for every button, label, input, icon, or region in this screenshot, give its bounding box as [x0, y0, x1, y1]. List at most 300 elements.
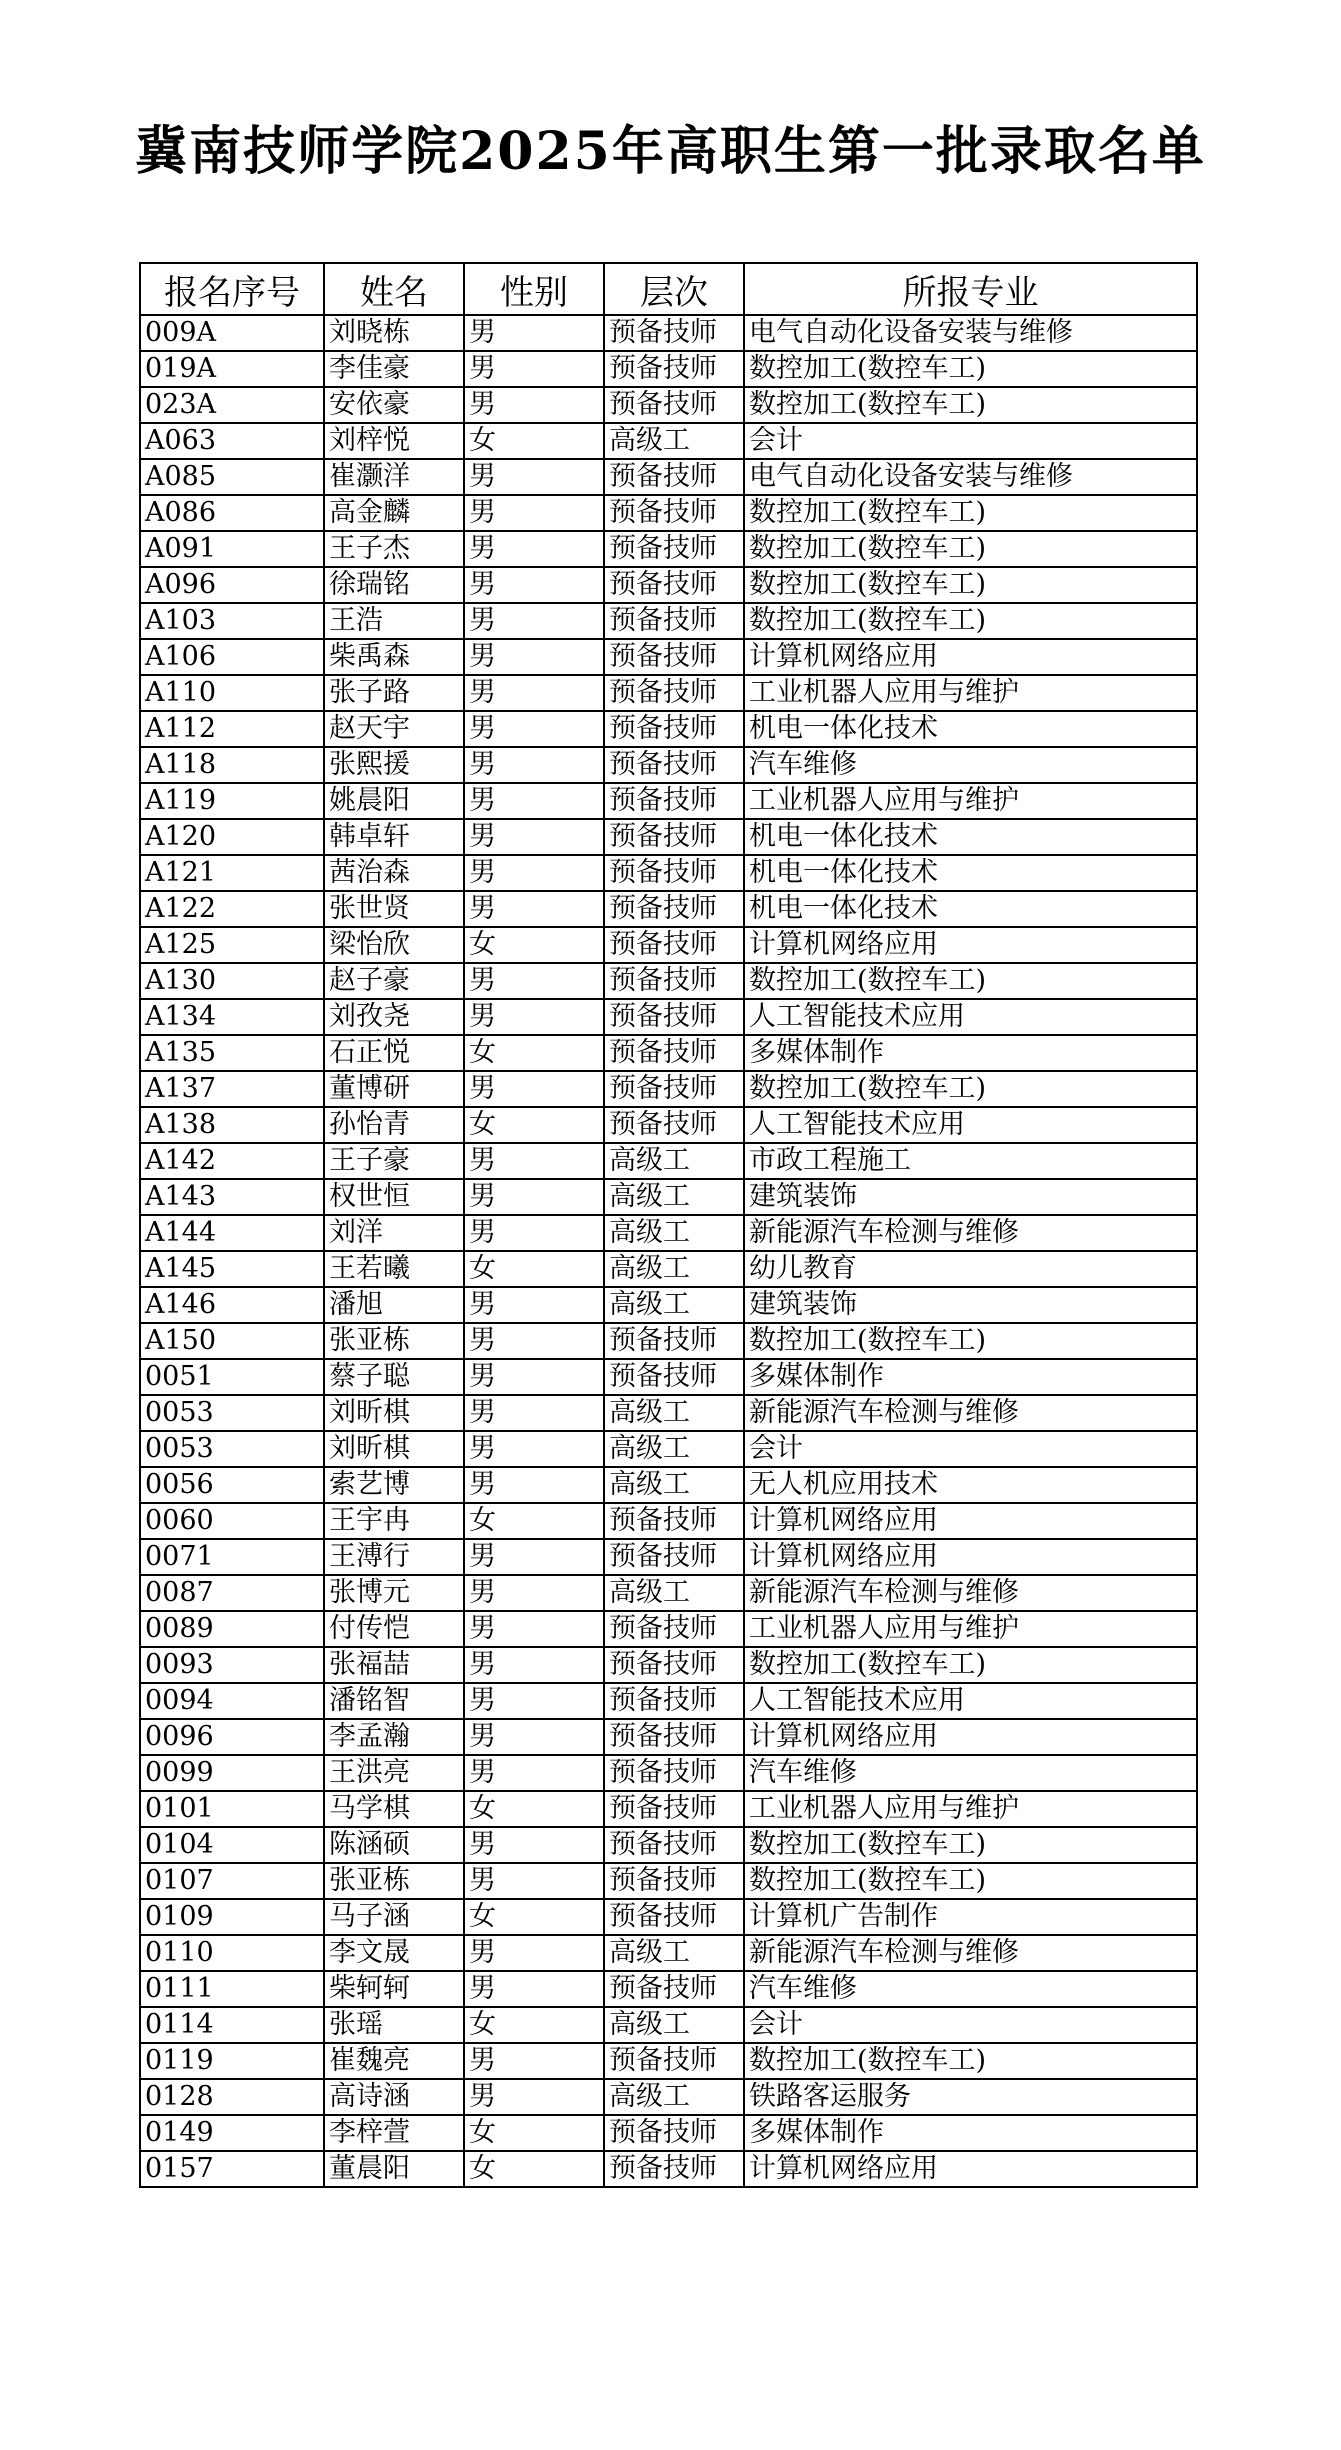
cell-major: 人工智能技术应用 [744, 1107, 1197, 1143]
cell-level: 预备技师 [604, 1611, 744, 1647]
cell-major: 多媒体制作 [744, 2115, 1197, 2151]
table-row [140, 1899, 1197, 1935]
cell-gender: 女 [464, 1791, 604, 1827]
cell-level: 预备技师 [604, 927, 744, 963]
cell-gender: 男 [464, 1431, 604, 1467]
cell-level: 高级工 [604, 1431, 744, 1467]
cell-name: 安依豪 [324, 387, 464, 423]
cell-registration-number: A122 [140, 891, 324, 927]
cell-level: 预备技师 [604, 1719, 744, 1755]
table-row [140, 1827, 1197, 1863]
cell-gender: 男 [464, 351, 604, 387]
cell-registration-number: 023A [140, 387, 324, 423]
cell-level: 高级工 [604, 2079, 744, 2115]
cell-level: 预备技师 [604, 1863, 744, 1899]
cell-gender: 男 [464, 1143, 604, 1179]
cell-level: 预备技师 [604, 639, 744, 675]
cell-level: 预备技师 [604, 2151, 744, 2187]
cell-registration-number: A110 [140, 675, 324, 711]
cell-name: 张子路 [324, 675, 464, 711]
cell-name: 蔡子聪 [324, 1359, 464, 1395]
cell-name: 刘晓栋 [324, 315, 464, 351]
cell-registration-number: 0056 [140, 1467, 324, 1503]
cell-registration-number: A142 [140, 1143, 324, 1179]
cell-gender: 女 [464, 1503, 604, 1539]
cell-major: 多媒体制作 [744, 1359, 1197, 1395]
cell-level: 预备技师 [604, 1035, 744, 1071]
cell-name: 高金麟 [324, 495, 464, 531]
cell-name: 王子杰 [324, 531, 464, 567]
cell-registration-number: A130 [140, 963, 324, 999]
cell-major: 建筑装饰 [744, 1287, 1197, 1323]
cell-name: 高诗涵 [324, 2079, 464, 2115]
page-title: 冀南技师学院2025年高职生第一批录取名单 [135, 121, 1206, 182]
table-row [140, 675, 1197, 711]
cell-level: 预备技师 [604, 2043, 744, 2079]
cell-major: 计算机网络应用 [744, 1503, 1197, 1539]
cell-major: 计算机网络应用 [744, 1539, 1197, 1575]
cell-registration-number: A135 [140, 1035, 324, 1071]
table-row [140, 1647, 1197, 1683]
cell-level: 高级工 [604, 1935, 744, 1971]
cell-registration-number: 019A [140, 351, 324, 387]
table-row [140, 1935, 1197, 1971]
cell-major: 机电一体化技术 [744, 819, 1197, 855]
cell-gender: 男 [464, 495, 604, 531]
cell-registration-number: 0096 [140, 1719, 324, 1755]
cell-level: 预备技师 [604, 747, 744, 783]
cell-name: 徐瑞铭 [324, 567, 464, 603]
table-row [140, 567, 1197, 603]
table-row [140, 2079, 1197, 2115]
cell-major: 人工智能技术应用 [744, 1683, 1197, 1719]
table-row [140, 1863, 1197, 1899]
cell-name: 王宇冉 [324, 1503, 464, 1539]
cell-gender: 女 [464, 423, 604, 459]
cell-registration-number: A144 [140, 1215, 324, 1251]
cell-level: 高级工 [604, 1467, 744, 1503]
cell-registration-number: A143 [140, 1179, 324, 1215]
table-row [140, 783, 1197, 819]
cell-gender: 男 [464, 1071, 604, 1107]
cell-gender: 男 [464, 1863, 604, 1899]
cell-name: 潘旭 [324, 1287, 464, 1323]
cell-name: 潘铭智 [324, 1683, 464, 1719]
table-row [140, 963, 1197, 999]
cell-registration-number: 0099 [140, 1755, 324, 1791]
cell-gender: 男 [464, 1179, 604, 1215]
cell-major: 数控加工(数控车工) [744, 1647, 1197, 1683]
table-row [140, 891, 1197, 927]
cell-major: 汽车维修 [744, 1971, 1197, 2007]
table-row [140, 1611, 1197, 1647]
cell-registration-number: A125 [140, 927, 324, 963]
table-row [140, 351, 1197, 387]
cell-name: 张熙援 [324, 747, 464, 783]
cell-registration-number: 0089 [140, 1611, 324, 1647]
table-row [140, 603, 1197, 639]
cell-registration-number: 0110 [140, 1935, 324, 1971]
cell-gender: 女 [464, 1899, 604, 1935]
table-row [140, 1395, 1197, 1431]
cell-registration-number: A150 [140, 1323, 324, 1359]
cell-registration-number: 0157 [140, 2151, 324, 2187]
cell-registration-number: 0107 [140, 1863, 324, 1899]
cell-major: 数控加工(数控车工) [744, 387, 1197, 423]
table-row [140, 1179, 1197, 1215]
cell-major: 工业机器人应用与维护 [744, 1611, 1197, 1647]
cell-level: 高级工 [604, 423, 744, 459]
cell-gender: 女 [464, 1251, 604, 1287]
cell-name: 权世恒 [324, 1179, 464, 1215]
cell-name: 王溥行 [324, 1539, 464, 1575]
cell-registration-number: A138 [140, 1107, 324, 1143]
cell-name: 赵子豪 [324, 963, 464, 999]
cell-registration-number: A085 [140, 459, 324, 495]
table-row [140, 711, 1197, 747]
cell-level: 预备技师 [604, 675, 744, 711]
table-row [140, 1035, 1197, 1071]
table-row [140, 999, 1197, 1035]
table-row [140, 531, 1197, 567]
cell-level: 高级工 [604, 1179, 744, 1215]
cell-gender: 男 [464, 711, 604, 747]
table-row [140, 2115, 1197, 2151]
cell-name: 王若曦 [324, 1251, 464, 1287]
cell-gender: 男 [464, 387, 604, 423]
cell-level: 预备技师 [604, 2115, 744, 2151]
cell-level: 高级工 [604, 1395, 744, 1431]
cell-level: 高级工 [604, 1287, 744, 1323]
table-row [140, 1359, 1197, 1395]
cell-name: 柴轲轲 [324, 1971, 464, 2007]
cell-gender: 女 [464, 2115, 604, 2151]
cell-level: 预备技师 [604, 891, 744, 927]
table-row [140, 1503, 1197, 1539]
cell-major: 新能源汽车检测与维修 [744, 1935, 1197, 1971]
table-row [140, 1143, 1197, 1179]
table-row [140, 927, 1197, 963]
cell-name: 付传恺 [324, 1611, 464, 1647]
cell-gender: 女 [464, 2151, 604, 2187]
cell-gender: 男 [464, 783, 604, 819]
cell-name: 李孟瀚 [324, 1719, 464, 1755]
cell-major: 会计 [744, 423, 1197, 459]
cell-name: 茜治森 [324, 855, 464, 891]
cell-major: 市政工程施工 [744, 1143, 1197, 1179]
cell-gender: 男 [464, 1611, 604, 1647]
table-row [140, 423, 1197, 459]
cell-registration-number: 0104 [140, 1827, 324, 1863]
cell-gender: 女 [464, 1035, 604, 1071]
cell-level: 预备技师 [604, 1359, 744, 1395]
cell-major: 工业机器人应用与维护 [744, 675, 1197, 711]
cell-name: 董晨阳 [324, 2151, 464, 2187]
cell-registration-number: A118 [140, 747, 324, 783]
cell-registration-number: 0087 [140, 1575, 324, 1611]
cell-gender: 男 [464, 747, 604, 783]
table-row [140, 1251, 1197, 1287]
cell-major: 计算机网络应用 [744, 639, 1197, 675]
cell-major: 数控加工(数控车工) [744, 531, 1197, 567]
cell-gender: 女 [464, 927, 604, 963]
cell-major: 机电一体化技术 [744, 711, 1197, 747]
cell-registration-number: A137 [140, 1071, 324, 1107]
cell-name: 张博元 [324, 1575, 464, 1611]
cell-name: 刘昕棋 [324, 1395, 464, 1431]
cell-gender: 男 [464, 2079, 604, 2115]
cell-registration-number: A134 [140, 999, 324, 1035]
cell-gender: 男 [464, 1935, 604, 1971]
cell-level: 预备技师 [604, 1323, 744, 1359]
cell-registration-number: 0051 [140, 1359, 324, 1395]
cell-name: 张福喆 [324, 1647, 464, 1683]
cell-gender: 男 [464, 1647, 604, 1683]
table-row [140, 1287, 1197, 1323]
table-row [140, 2043, 1197, 2079]
cell-name: 孙怡青 [324, 1107, 464, 1143]
cell-major: 汽车维修 [744, 747, 1197, 783]
table-row [140, 855, 1197, 891]
cell-gender: 男 [464, 963, 604, 999]
cell-major: 数控加工(数控车工) [744, 603, 1197, 639]
cell-level: 预备技师 [604, 315, 744, 351]
cell-name: 李文晟 [324, 1935, 464, 1971]
table-row [140, 1575, 1197, 1611]
cell-name: 柴禹森 [324, 639, 464, 675]
cell-name: 刘洋 [324, 1215, 464, 1251]
cell-registration-number: 0101 [140, 1791, 324, 1827]
cell-level: 预备技师 [604, 1755, 744, 1791]
cell-gender: 男 [464, 1683, 604, 1719]
header-name: 姓名 [324, 263, 464, 315]
cell-name: 张瑶 [324, 2007, 464, 2043]
cell-level: 预备技师 [604, 999, 744, 1035]
cell-major: 多媒体制作 [744, 1035, 1197, 1071]
cell-gender: 男 [464, 1395, 604, 1431]
cell-major: 计算机网络应用 [744, 2151, 1197, 2187]
cell-level: 预备技师 [604, 819, 744, 855]
cell-major: 会计 [744, 2007, 1197, 2043]
cell-registration-number: 0071 [140, 1539, 324, 1575]
cell-major: 铁路客运服务 [744, 2079, 1197, 2115]
cell-gender: 男 [464, 855, 604, 891]
cell-gender: 男 [464, 1467, 604, 1503]
cell-registration-number: A086 [140, 495, 324, 531]
cell-registration-number: 0053 [140, 1431, 324, 1467]
cell-major: 机电一体化技术 [744, 891, 1197, 927]
cell-major: 计算机网络应用 [744, 927, 1197, 963]
cell-registration-number: A096 [140, 567, 324, 603]
cell-gender: 男 [464, 819, 604, 855]
table-row [140, 639, 1197, 675]
cell-major: 电气自动化设备安装与维修 [744, 459, 1197, 495]
admission-table [139, 262, 1198, 2188]
cell-registration-number: A106 [140, 639, 324, 675]
table-row [140, 1791, 1197, 1827]
cell-name: 张世贤 [324, 891, 464, 927]
cell-major: 数控加工(数控车工) [744, 1323, 1197, 1359]
cell-registration-number: A112 [140, 711, 324, 747]
cell-registration-number: 0114 [140, 2007, 324, 2043]
cell-level: 预备技师 [604, 567, 744, 603]
table-row [140, 1323, 1197, 1359]
cell-name: 董博研 [324, 1071, 464, 1107]
cell-level: 预备技师 [604, 963, 744, 999]
cell-name: 王洪亮 [324, 1755, 464, 1791]
cell-name: 王浩 [324, 603, 464, 639]
cell-name: 石正悦 [324, 1035, 464, 1071]
cell-level: 高级工 [604, 1575, 744, 1611]
table-row [140, 315, 1197, 351]
header-gender: 性别 [464, 263, 604, 315]
cell-level: 高级工 [604, 1143, 744, 1179]
cell-gender: 男 [464, 1575, 604, 1611]
cell-level: 预备技师 [604, 711, 744, 747]
table-row [140, 1071, 1197, 1107]
cell-gender: 男 [464, 315, 604, 351]
table-row [140, 387, 1197, 423]
cell-level: 高级工 [604, 1215, 744, 1251]
cell-registration-number: A103 [140, 603, 324, 639]
cell-registration-number: A146 [140, 1287, 324, 1323]
cell-level: 预备技师 [604, 387, 744, 423]
cell-gender: 男 [464, 1323, 604, 1359]
cell-gender: 女 [464, 2007, 604, 2043]
cell-registration-number: 0119 [140, 2043, 324, 2079]
cell-level: 预备技师 [604, 783, 744, 819]
cell-level: 预备技师 [604, 495, 744, 531]
cell-major: 数控加工(数控车工) [744, 1827, 1197, 1863]
table-row [140, 1431, 1197, 1467]
cell-major: 无人机应用技术 [744, 1467, 1197, 1503]
cell-registration-number: A091 [140, 531, 324, 567]
cell-gender: 男 [464, 1971, 604, 2007]
cell-gender: 男 [464, 1215, 604, 1251]
cell-level: 高级工 [604, 2007, 744, 2043]
cell-name: 刘昕棋 [324, 1431, 464, 1467]
cell-major: 工业机器人应用与维护 [744, 1791, 1197, 1827]
cell-major: 机电一体化技术 [744, 855, 1197, 891]
cell-level: 预备技师 [604, 1503, 744, 1539]
cell-level: 预备技师 [604, 531, 744, 567]
cell-gender: 男 [464, 639, 604, 675]
cell-level: 预备技师 [604, 1647, 744, 1683]
cell-level: 预备技师 [604, 1899, 744, 1935]
cell-registration-number: 0109 [140, 1899, 324, 1935]
cell-gender: 男 [464, 1719, 604, 1755]
cell-major: 建筑装饰 [744, 1179, 1197, 1215]
cell-gender: 男 [464, 891, 604, 927]
cell-registration-number: A063 [140, 423, 324, 459]
header-registration-number: 报名序号 [140, 263, 324, 315]
cell-level: 预备技师 [604, 351, 744, 387]
cell-name: 刘孜尧 [324, 999, 464, 1035]
cell-registration-number: 0111 [140, 1971, 324, 2007]
table-row [140, 1107, 1197, 1143]
table-row [140, 819, 1197, 855]
cell-major: 数控加工(数控车工) [744, 567, 1197, 603]
cell-name: 李梓萱 [324, 2115, 464, 2151]
cell-name: 赵天宇 [324, 711, 464, 747]
cell-level: 预备技师 [604, 855, 744, 891]
cell-registration-number: 0093 [140, 1647, 324, 1683]
cell-level: 预备技师 [604, 1827, 744, 1863]
cell-gender: 女 [464, 1107, 604, 1143]
cell-gender: 男 [464, 567, 604, 603]
cell-level: 预备技师 [604, 1107, 744, 1143]
cell-name: 崔魏亮 [324, 2043, 464, 2079]
cell-major: 数控加工(数控车工) [744, 1863, 1197, 1899]
cell-registration-number: A120 [140, 819, 324, 855]
cell-level: 预备技师 [604, 459, 744, 495]
cell-level: 预备技师 [604, 1071, 744, 1107]
cell-level: 预备技师 [604, 1683, 744, 1719]
table-row [140, 1683, 1197, 1719]
cell-level: 预备技师 [604, 1791, 744, 1827]
cell-major: 汽车维修 [744, 1755, 1197, 1791]
table-header-row [140, 263, 1197, 315]
cell-registration-number: A145 [140, 1251, 324, 1287]
cell-major: 新能源汽车检测与维修 [744, 1395, 1197, 1431]
cell-major: 计算机广告制作 [744, 1899, 1197, 1935]
cell-gender: 男 [464, 603, 604, 639]
table-row [140, 2151, 1197, 2187]
cell-major: 计算机网络应用 [744, 1719, 1197, 1755]
cell-major: 会计 [744, 1431, 1197, 1467]
cell-name: 梁怡欣 [324, 927, 464, 963]
cell-name: 索艺博 [324, 1467, 464, 1503]
cell-registration-number: A119 [140, 783, 324, 819]
table-row [140, 1215, 1197, 1251]
table-row [140, 495, 1197, 531]
cell-registration-number: 009A [140, 315, 324, 351]
cell-gender: 男 [464, 1287, 604, 1323]
cell-name: 张亚栋 [324, 1863, 464, 1899]
table-row [140, 1755, 1197, 1791]
cell-name: 陈涵硕 [324, 1827, 464, 1863]
cell-name: 张亚栋 [324, 1323, 464, 1359]
table-row [140, 1539, 1197, 1575]
header-major: 所报专业 [744, 263, 1197, 315]
cell-major: 数控加工(数控车工) [744, 1071, 1197, 1107]
cell-registration-number: 0149 [140, 2115, 324, 2151]
cell-gender: 男 [464, 2043, 604, 2079]
cell-registration-number: 0094 [140, 1683, 324, 1719]
table-row [140, 747, 1197, 783]
cell-gender: 男 [464, 1539, 604, 1575]
cell-name: 崔灏洋 [324, 459, 464, 495]
cell-registration-number: 0128 [140, 2079, 324, 2115]
cell-level: 预备技师 [604, 603, 744, 639]
cell-name: 李佳豪 [324, 351, 464, 387]
cell-name: 韩卓轩 [324, 819, 464, 855]
cell-gender: 男 [464, 675, 604, 711]
cell-gender: 男 [464, 1359, 604, 1395]
cell-name: 姚晨阳 [324, 783, 464, 819]
cell-major: 新能源汽车检测与维修 [744, 1215, 1197, 1251]
cell-level: 预备技师 [604, 1539, 744, 1575]
table-row [140, 459, 1197, 495]
table-row [140, 1719, 1197, 1755]
cell-registration-number: 0060 [140, 1503, 324, 1539]
table-row [140, 1467, 1197, 1503]
header-level: 层次 [604, 263, 744, 315]
cell-gender: 男 [464, 459, 604, 495]
cell-name: 刘梓悦 [324, 423, 464, 459]
table-row [140, 1971, 1197, 2007]
table-row [140, 2007, 1197, 2043]
